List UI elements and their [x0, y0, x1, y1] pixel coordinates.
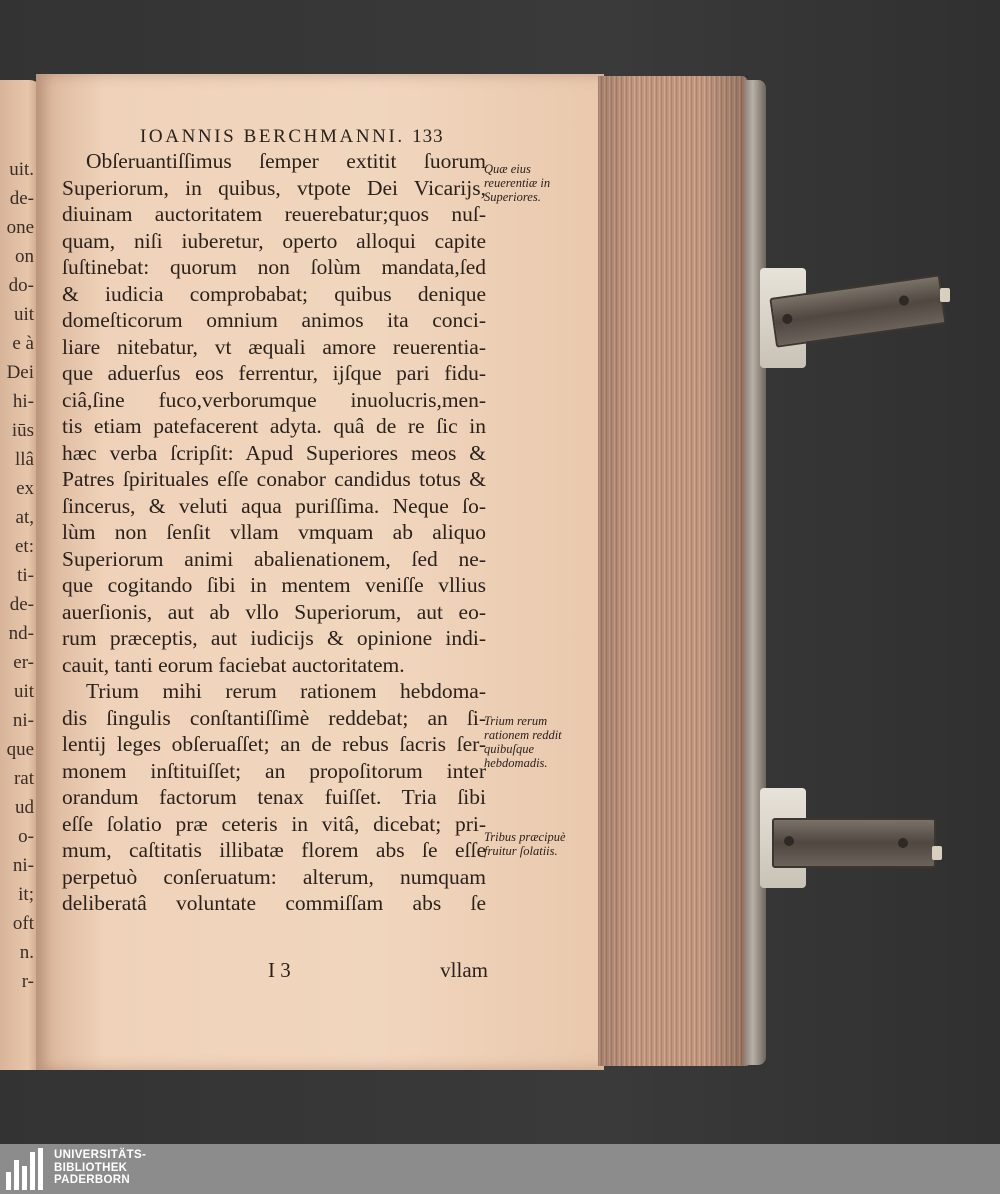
body-line: rum præceptis, aut iudicijs & opinione indi-: [62, 626, 486, 650]
left-page-fragment: de-: [9, 594, 34, 615]
left-page-fragment: on: [15, 246, 34, 267]
body-line: monem inſtituiſſet; an propoſitorum inter: [62, 758, 486, 783]
lower-clasp: [772, 818, 936, 868]
left-page-fragment: ti-: [17, 565, 34, 586]
body-line: diuinam auctoritatem reuerebatur;quos nuſ-: [62, 202, 486, 226]
body-line: Superiorum animi abalienationem, ſed ne-: [62, 546, 486, 571]
library-name-line3: PADERBORN: [54, 1174, 130, 1186]
catchword: vllam: [440, 958, 488, 982]
body-text: [62, 148, 486, 917]
body-line: orandum factorum tenax fuiſſet. Tria ſibi: [62, 785, 486, 809]
body-line: cauit, tanti eorum faciebat auctoritatem.: [62, 652, 405, 677]
library-name: [54, 1149, 146, 1187]
body-line: ciâ,ſine fuco,verborumque inuolucris,men-: [62, 387, 486, 412]
body-line: perpetuò conſeruatum: alterum, numquam: [62, 864, 486, 889]
left-page-fragment: Dei: [6, 362, 34, 383]
body-line: Obſeruantiſſimus ſemper extitit ſuorum: [86, 149, 486, 173]
left-page-fragment: o-: [18, 826, 34, 847]
left-page-fragment: et:: [15, 536, 34, 557]
left-page-fragment: e à: [12, 333, 34, 354]
body-line: Trium mihi rerum rationem hebdoma-: [86, 679, 486, 703]
body-line: lentij leges obſeruaſſet; an de rebus ſacris ſer-: [62, 732, 486, 756]
right-page: [36, 74, 604, 1070]
body-line: & iudicia comprobabat; quibus denique: [62, 281, 486, 306]
cover-edge: [744, 80, 766, 1065]
left-page-fragment: uit: [13, 681, 34, 702]
left-page-fragment: que: [6, 739, 34, 760]
left-page-fragment: ni-: [12, 710, 34, 731]
body-line: deliberatâ voluntate commiſſam abs ſe: [62, 891, 486, 915]
margin-note-reverence: Quæ eius reuerentiæ in Superiores.: [484, 162, 551, 204]
margin-note-three-things: Trium rerum rationem reddit quibuſque hebdomadis.: [484, 714, 562, 770]
library-logo-icon: [6, 1148, 46, 1190]
left-page-fragment: llâ: [15, 449, 34, 470]
left-page-fragment: at,: [15, 507, 34, 528]
body-line: ſuſtinebat: quorum non ſolùm mandata,ſed: [62, 255, 486, 279]
left-page-fragment: ni-: [12, 855, 34, 876]
left-page-fragment: one: [6, 217, 34, 238]
body-line: tis etiam patefacerent adyta. quâ de re ſic in: [62, 414, 486, 438]
rivet-icon: [898, 295, 909, 306]
left-page-fragment: ex: [16, 478, 34, 499]
left-page-fragment: uit.: [9, 159, 34, 180]
rivet-icon: [782, 313, 793, 324]
library-name-line2: BIBLIOTHEK: [54, 1161, 128, 1174]
body-line: Patres ſpirituales eſſe conabor candidus totus &: [62, 467, 486, 491]
left-page-fragment: uit: [13, 304, 34, 325]
body-line: que aduerſus eos ferrentur, ijſque pari fidu-: [62, 361, 486, 385]
running-head: [140, 126, 560, 148]
left-page-fragment: ud: [15, 797, 34, 818]
left-page-edge: [0, 80, 40, 1070]
body-line: liare nitebatur, vt æquali amore reuerentia-: [62, 334, 486, 359]
body-line: que cogitando ſibi in mentem veniſſe vllius: [62, 573, 486, 597]
signature-mark: I 3: [268, 958, 291, 982]
left-page-fragment: de-: [9, 188, 34, 209]
left-page-fragment: do-: [8, 275, 34, 296]
body-line: eſſe ſolatio præ ceteris in vitâ, dicebat; pri-: [62, 811, 486, 836]
body-line: hæc verba ſcripſit: Apud Superiores meos &: [62, 440, 486, 465]
left-page-fragment: n.: [19, 942, 34, 963]
clasp-tip: [932, 846, 942, 860]
left-page-fragment: oft: [12, 913, 34, 934]
body-line: mum, caſtitatis illibatæ florem abs ſe eſſe: [62, 838, 486, 862]
running-head-title: IOANNIS BERCHMANNI.: [140, 126, 405, 147]
page-number: 133: [412, 126, 444, 147]
left-page-fragment: nd-: [8, 623, 34, 644]
left-page-fragment: iūs: [11, 420, 34, 441]
fore-edge-shade: [598, 76, 748, 1066]
rivet-icon: [784, 836, 794, 846]
margin-note-consolations: Tribus præcipuè fruitur ſolatiis.: [484, 830, 566, 858]
body-line: ſincerus, & veluti aqua puriſſima. Neque ſo-: [62, 493, 486, 518]
body-line: dis ſingulis conſtantiſſimè reddebat; an ſi-: [62, 705, 486, 730]
left-page-fragment: hi-: [12, 391, 34, 412]
clasp-tip: [940, 288, 950, 302]
body-line: domeſticorum omnium animos ita conci-: [62, 308, 486, 332]
left-page-fragment: rat: [13, 768, 34, 789]
left-page-fragment: r-: [21, 971, 34, 992]
left-page-fragment: er-: [13, 652, 34, 673]
left-page-fragment: it;: [18, 884, 34, 905]
library-banner: [0, 1144, 1000, 1194]
body-line: quam, niſi iuberetur, operto alloqui capite: [62, 228, 486, 253]
body-line: auerſionis, aut ab vllo Superiorum, aut eo-: [62, 599, 486, 624]
body-line: Superiorum, in quibus, vtpote Dei Vicarijs,: [62, 175, 486, 200]
rivet-icon: [898, 838, 908, 848]
library-name-line1: UNIVERSITÄTS-: [54, 1149, 147, 1161]
body-line: lùm non ſenſit vllam vmquam ab aliquo: [62, 520, 486, 544]
